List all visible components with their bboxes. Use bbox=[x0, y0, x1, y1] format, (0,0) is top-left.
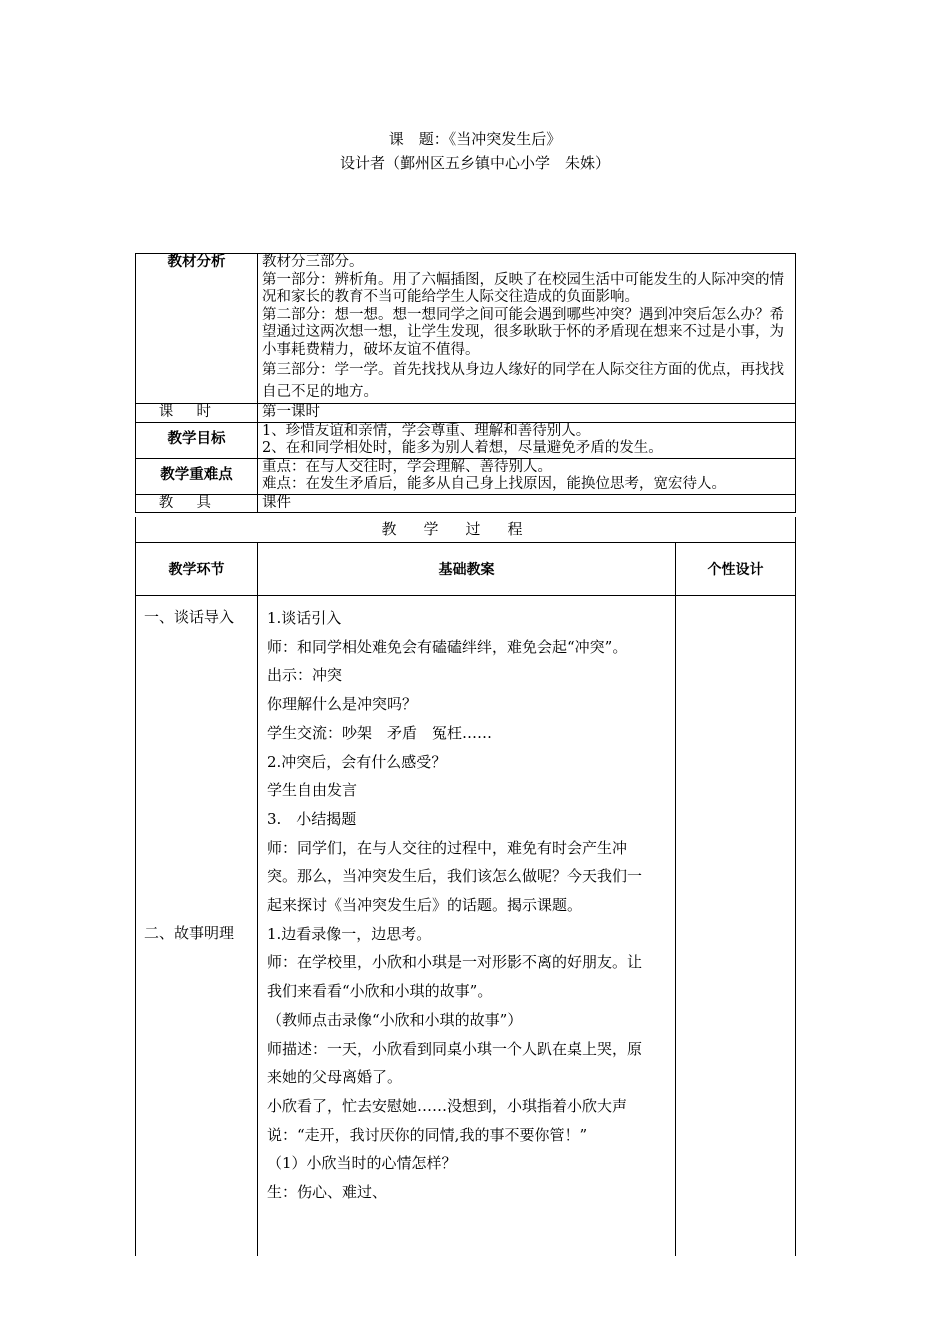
lesson-line: 学生自由发言 bbox=[267, 781, 358, 800]
analysis-line: 第一部分：辨析角。用了六幅插图，反映了在校园生活中可能发生的人际冲突的情况和家长的教育不当可能给学生人际交往造成的负面影响。 bbox=[262, 271, 784, 305]
tools-row bbox=[136, 494, 796, 513]
basic-plan-column-header: 基础教案 bbox=[258, 543, 676, 596]
personal-design-cell bbox=[676, 596, 796, 1257]
keypoint-item: 难点：在发生矛盾后，能多从自己身上找原因，能换位思考，宽宏待人。 bbox=[262, 476, 726, 492]
stage-column-header: 教学环节 bbox=[136, 543, 258, 596]
lesson-line: 生：伤心、难过、 bbox=[267, 1183, 388, 1202]
tools-value: 课件 bbox=[258, 494, 796, 513]
stage-label: 二、故事明理 bbox=[144, 924, 235, 942]
goal-item: 1、珍惜友谊和亲情，学会尊重、理解和善待别人。 bbox=[262, 422, 591, 439]
analysis-line: 第二部分：想一想。想一想同学之间可能会遇到哪些冲突？遇到冲突后怎么办？希望通过这两次想一想，让学生发现，很多耿耿于怀的矛盾现在想来不过是小事，为小事耗费精力，破坏友谊不值得。 bbox=[262, 306, 784, 358]
analysis-row bbox=[136, 254, 796, 404]
analysis-line: 第三部分：学一学。首先找找从身边人缘好的同学在人际交往方面的优点，再找找自己不足的地方。 bbox=[262, 362, 784, 400]
lesson-line: 1.谈话引入 bbox=[267, 609, 342, 627]
lesson-line: 说：“走开，我讨厌你的同情,我的事不要你管！” bbox=[267, 1125, 588, 1144]
keypoint-item: 重点：在与人交往时，学会理解、善待别人。 bbox=[262, 458, 552, 475]
goals-content bbox=[258, 422, 796, 458]
keypoints-content bbox=[258, 458, 796, 494]
lesson-line: 2.冲突后，会有什么感受？ bbox=[267, 752, 447, 771]
process-header-row bbox=[136, 543, 796, 596]
lesson-line: （1）小欣当时的心情怎样？ bbox=[267, 1154, 457, 1173]
lesson-line: 突。那么，当冲突发生后，我们该怎么做呢？今天我们一 bbox=[267, 867, 643, 886]
goal-item: 2、在和同学相处时，能多为别人着想，尽量避免矛盾的发生。 bbox=[262, 440, 663, 456]
lesson-line: 3. 小结揭题 bbox=[267, 809, 357, 828]
lesson-line: （教师点击录像“小欣和小琪的故事”） bbox=[267, 1010, 523, 1029]
period-row bbox=[136, 404, 796, 423]
lesson-line: 你理解什么是冲突吗？ bbox=[267, 695, 418, 714]
analysis-line: 教材分三部分。 bbox=[262, 254, 364, 270]
lesson-line: 来她的父母离婚了。 bbox=[267, 1068, 403, 1087]
stage-cell bbox=[136, 596, 258, 1257]
analysis-content bbox=[258, 254, 796, 404]
lesson-line: 我们来看看“小欣和小琪的故事”。 bbox=[267, 982, 493, 1001]
process-heading: 教学过程 bbox=[135, 517, 796, 543]
lesson-line: 师：同学们，在与人交往的过程中，难免有时会产生冲 bbox=[267, 838, 628, 857]
goals-label: 教学目标 bbox=[136, 422, 258, 458]
stage-label: 一、谈话导入 bbox=[144, 608, 235, 626]
lesson-line: 师：在学校里，小欣和小琪是一对形影不离的好朋友。让 bbox=[267, 953, 643, 972]
basic-plan-cell bbox=[258, 596, 676, 1257]
analysis-label: 教材分析 bbox=[136, 254, 258, 404]
lesson-line: 出示：冲突 bbox=[267, 666, 343, 685]
personal-design-column-header: 个性设计 bbox=[676, 543, 796, 596]
process-body-row bbox=[136, 596, 796, 1257]
tools-label: 教具 bbox=[136, 494, 258, 513]
lesson-title: 课 题：《当冲突发生后》 bbox=[388, 130, 562, 148]
keypoints-row bbox=[136, 458, 796, 494]
keypoints-label: 教学重难点 bbox=[136, 458, 258, 494]
lesson-line: 学生交流：吵架 矛盾 冤枉…… bbox=[267, 723, 493, 742]
lesson-line: 起来探讨《当冲突发生后》的话题。揭示课题。 bbox=[267, 896, 583, 915]
designer-line: 设计者（鄞州区五乡镇中心小学 朱姝） bbox=[339, 154, 610, 172]
period-label: 课时 bbox=[136, 404, 258, 423]
lesson-info-table bbox=[135, 253, 796, 513]
process-table bbox=[135, 542, 796, 1256]
lesson-line: 1.边看录像一，边思考。 bbox=[267, 924, 432, 943]
lesson-line: 小欣看了，忙去安慰她……没想到，小琪指着小欣大声 bbox=[267, 1096, 628, 1115]
lesson-line: 师描述：一天，小欣看到同桌小琪一个人趴在桌上哭，原 bbox=[267, 1039, 643, 1058]
lesson-line: 师：和同学相处难免会有磕磕绊绊，难免会起“冲突”。 bbox=[267, 637, 628, 656]
period-value: 第一课时 bbox=[258, 404, 796, 423]
goals-row bbox=[136, 422, 796, 458]
